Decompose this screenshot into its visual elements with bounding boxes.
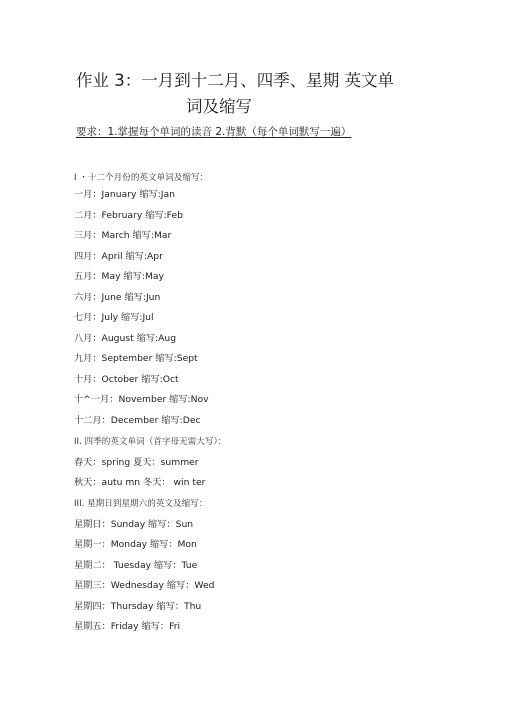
month-line: 六月：June 缩写:Jun [74, 292, 161, 303]
requirement-text: 要求：1.掌握每个单词的读音 2.背默（每个单词默写一遍） [76, 126, 352, 138]
month-line: 二月：February 缩写:Feb [74, 210, 183, 221]
month-line: 四月：April 缩写:Apr [74, 251, 163, 262]
month-line: 七月：July 缩写:Jul [74, 312, 154, 323]
weekday-line: 星期三：Wednesday 缩写：Wed [74, 580, 215, 591]
weekday-line: 星期四：Thursday 缩写：Thu [74, 601, 202, 612]
month-line: 三月：March 缩写:Mar [74, 230, 172, 241]
month-line: 十二月：December 缩写:Dec [74, 415, 201, 426]
month-line: 五月：May 缩写:May [74, 271, 164, 282]
month-line: 十^一月：November 缩写:Nov [74, 394, 209, 405]
document-title-continued: 词及缩写 [186, 97, 252, 116]
seasons-heading: II. 四季的英文单词（首字母无需大写）： [74, 437, 227, 447]
weekdays-heading: III. 星期日到星期六的英文及缩写： [74, 499, 208, 509]
weekday-line: 星期五：Friday 缩写：Fri [74, 621, 181, 632]
month-line: 八月：August 缩写:Aug [74, 333, 177, 344]
month-line: 十月：October 缩写:Oct [74, 374, 179, 385]
months-heading: I ・十二个月份的英文单词及缩写： [74, 173, 209, 183]
season-line: 秋天：autu mn 冬天： win ter [74, 477, 206, 488]
document-title: 作业 3：一月到十二月、四季、星期 英文单 [76, 71, 394, 90]
month-line: 九月：September 缩写:Sept [74, 353, 198, 364]
season-line: 春天：spring 夏天：summer [74, 457, 199, 468]
month-line: 一月：January 缩写:Jan [74, 189, 175, 200]
weekday-line: 星期日：Sunday 缩写：Sun [74, 519, 194, 530]
weekday-line: 星期一：Monday 缩写：Mon [74, 539, 197, 550]
weekday-line: 星期二： Tuesday 缩写：Tue [74, 560, 198, 571]
